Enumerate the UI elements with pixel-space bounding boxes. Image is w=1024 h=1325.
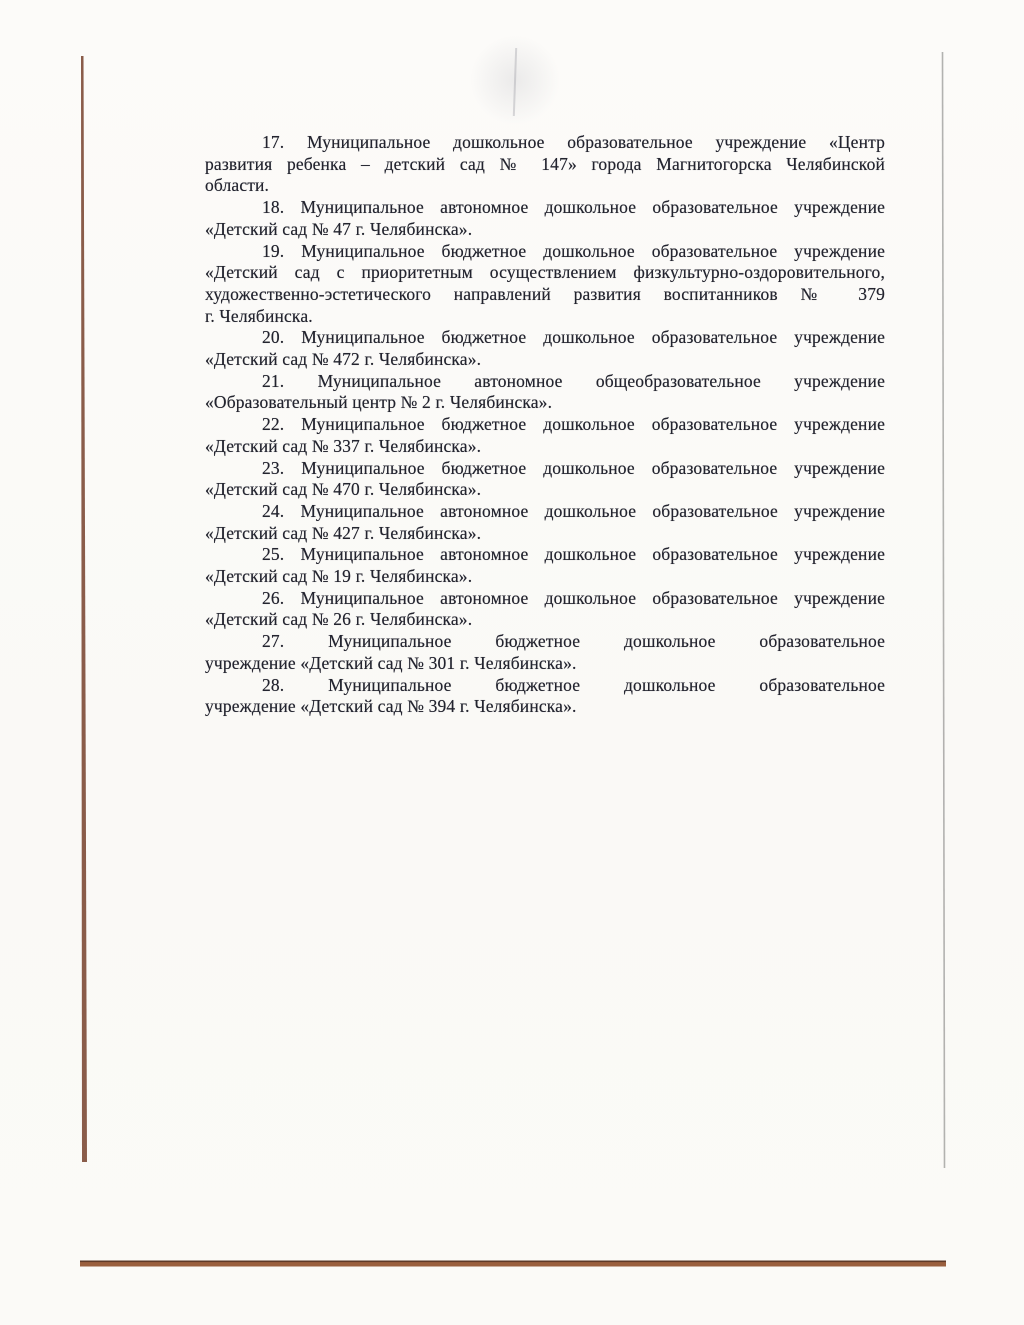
text-line: 26. Муниципальное автономное дошкольное образовательное учреждение [262,587,885,608]
text-line: «Детский сад № 337 г. Челябинска». [205,435,482,456]
text-line: «Детский сад № 26 г. Челябинска». [205,609,473,630]
text-line: 23. Муниципальное бюджетное дошкольное образовательное учреждение [262,457,885,478]
text-line: учреждение «Детский сад № 394 г. Челябинска». [205,696,577,717]
paragraph [205,631,885,674]
paragraph [205,327,885,370]
text-line: 17. Муниципальное дошкольное образовательное учреждение «Центр [262,132,885,152]
text-line: художественно-эстетического направлений развития воспитанников № 379 [205,283,885,304]
text-block [205,132,885,718]
paragraph [205,588,885,631]
text-line: 19. Муниципальное бюджетное дошкольное образовательное учреждение [262,240,885,261]
text-line: «Детский сад № 19 г. Челябинска». [205,566,473,587]
text-line: 25. Муниципальное автономное дошкольное образовательное учреждение [262,544,885,565]
text-line: «Детский сад № 427 г. Челябинска». [205,522,482,543]
paragraph [205,371,885,414]
bottom-page-edge-shadow [80,1261,946,1263]
paragraph [205,458,885,501]
text-line: «Образовательный центр № 2 г. Челябинска». [205,392,553,413]
text-line: учреждение «Детский сад № 301 г. Челябинска». [205,652,577,673]
text-line: области. [205,175,270,196]
text-line: «Детский сад № 47 г. Челябинска». [205,218,473,239]
text-line: 18. Муниципальное автономное дошкольное образовательное учреждение [262,197,885,218]
paragraph [205,544,885,587]
text-line: 20. Муниципальное бюджетное дошкольное образовательное учреждение [262,327,885,348]
left-page-edge [81,56,87,1162]
bottom-page-edge [80,1261,946,1267]
text-line: 21. Муниципальное автономное общеобразовательное учреждение [262,370,885,391]
text-line: развития ребенка – детский сад № 147» города Магнитогорска Челябинской [205,153,885,174]
text-line: 27. Муниципальное бюджетное дошкольное образовательное [262,631,885,652]
right-page-edge [943,52,945,1168]
text-line: г. Челябинска. [205,305,313,326]
text-line: «Детский сад № 472 г. Челябинска». [205,349,482,370]
paragraph [205,241,885,328]
paragraph [205,501,885,544]
text-line: «Детский сад № 470 г. Челябинска». [205,479,482,500]
text-line: 24. Муниципальное автономное дошкольное образовательное учреждение [262,500,885,521]
paragraph [205,414,885,457]
text-line: 22. Муниципальное бюджетное дошкольное образовательное учреждение [262,414,885,435]
paragraph [205,197,885,240]
paragraph [205,675,885,718]
text-line: 28. Муниципальное бюджетное дошкольное образовательное [262,674,885,695]
paragraph [205,132,885,197]
text-line: «Детский сад с приоритетным осуществлением физкультурно-оздоровительного, [205,262,885,283]
